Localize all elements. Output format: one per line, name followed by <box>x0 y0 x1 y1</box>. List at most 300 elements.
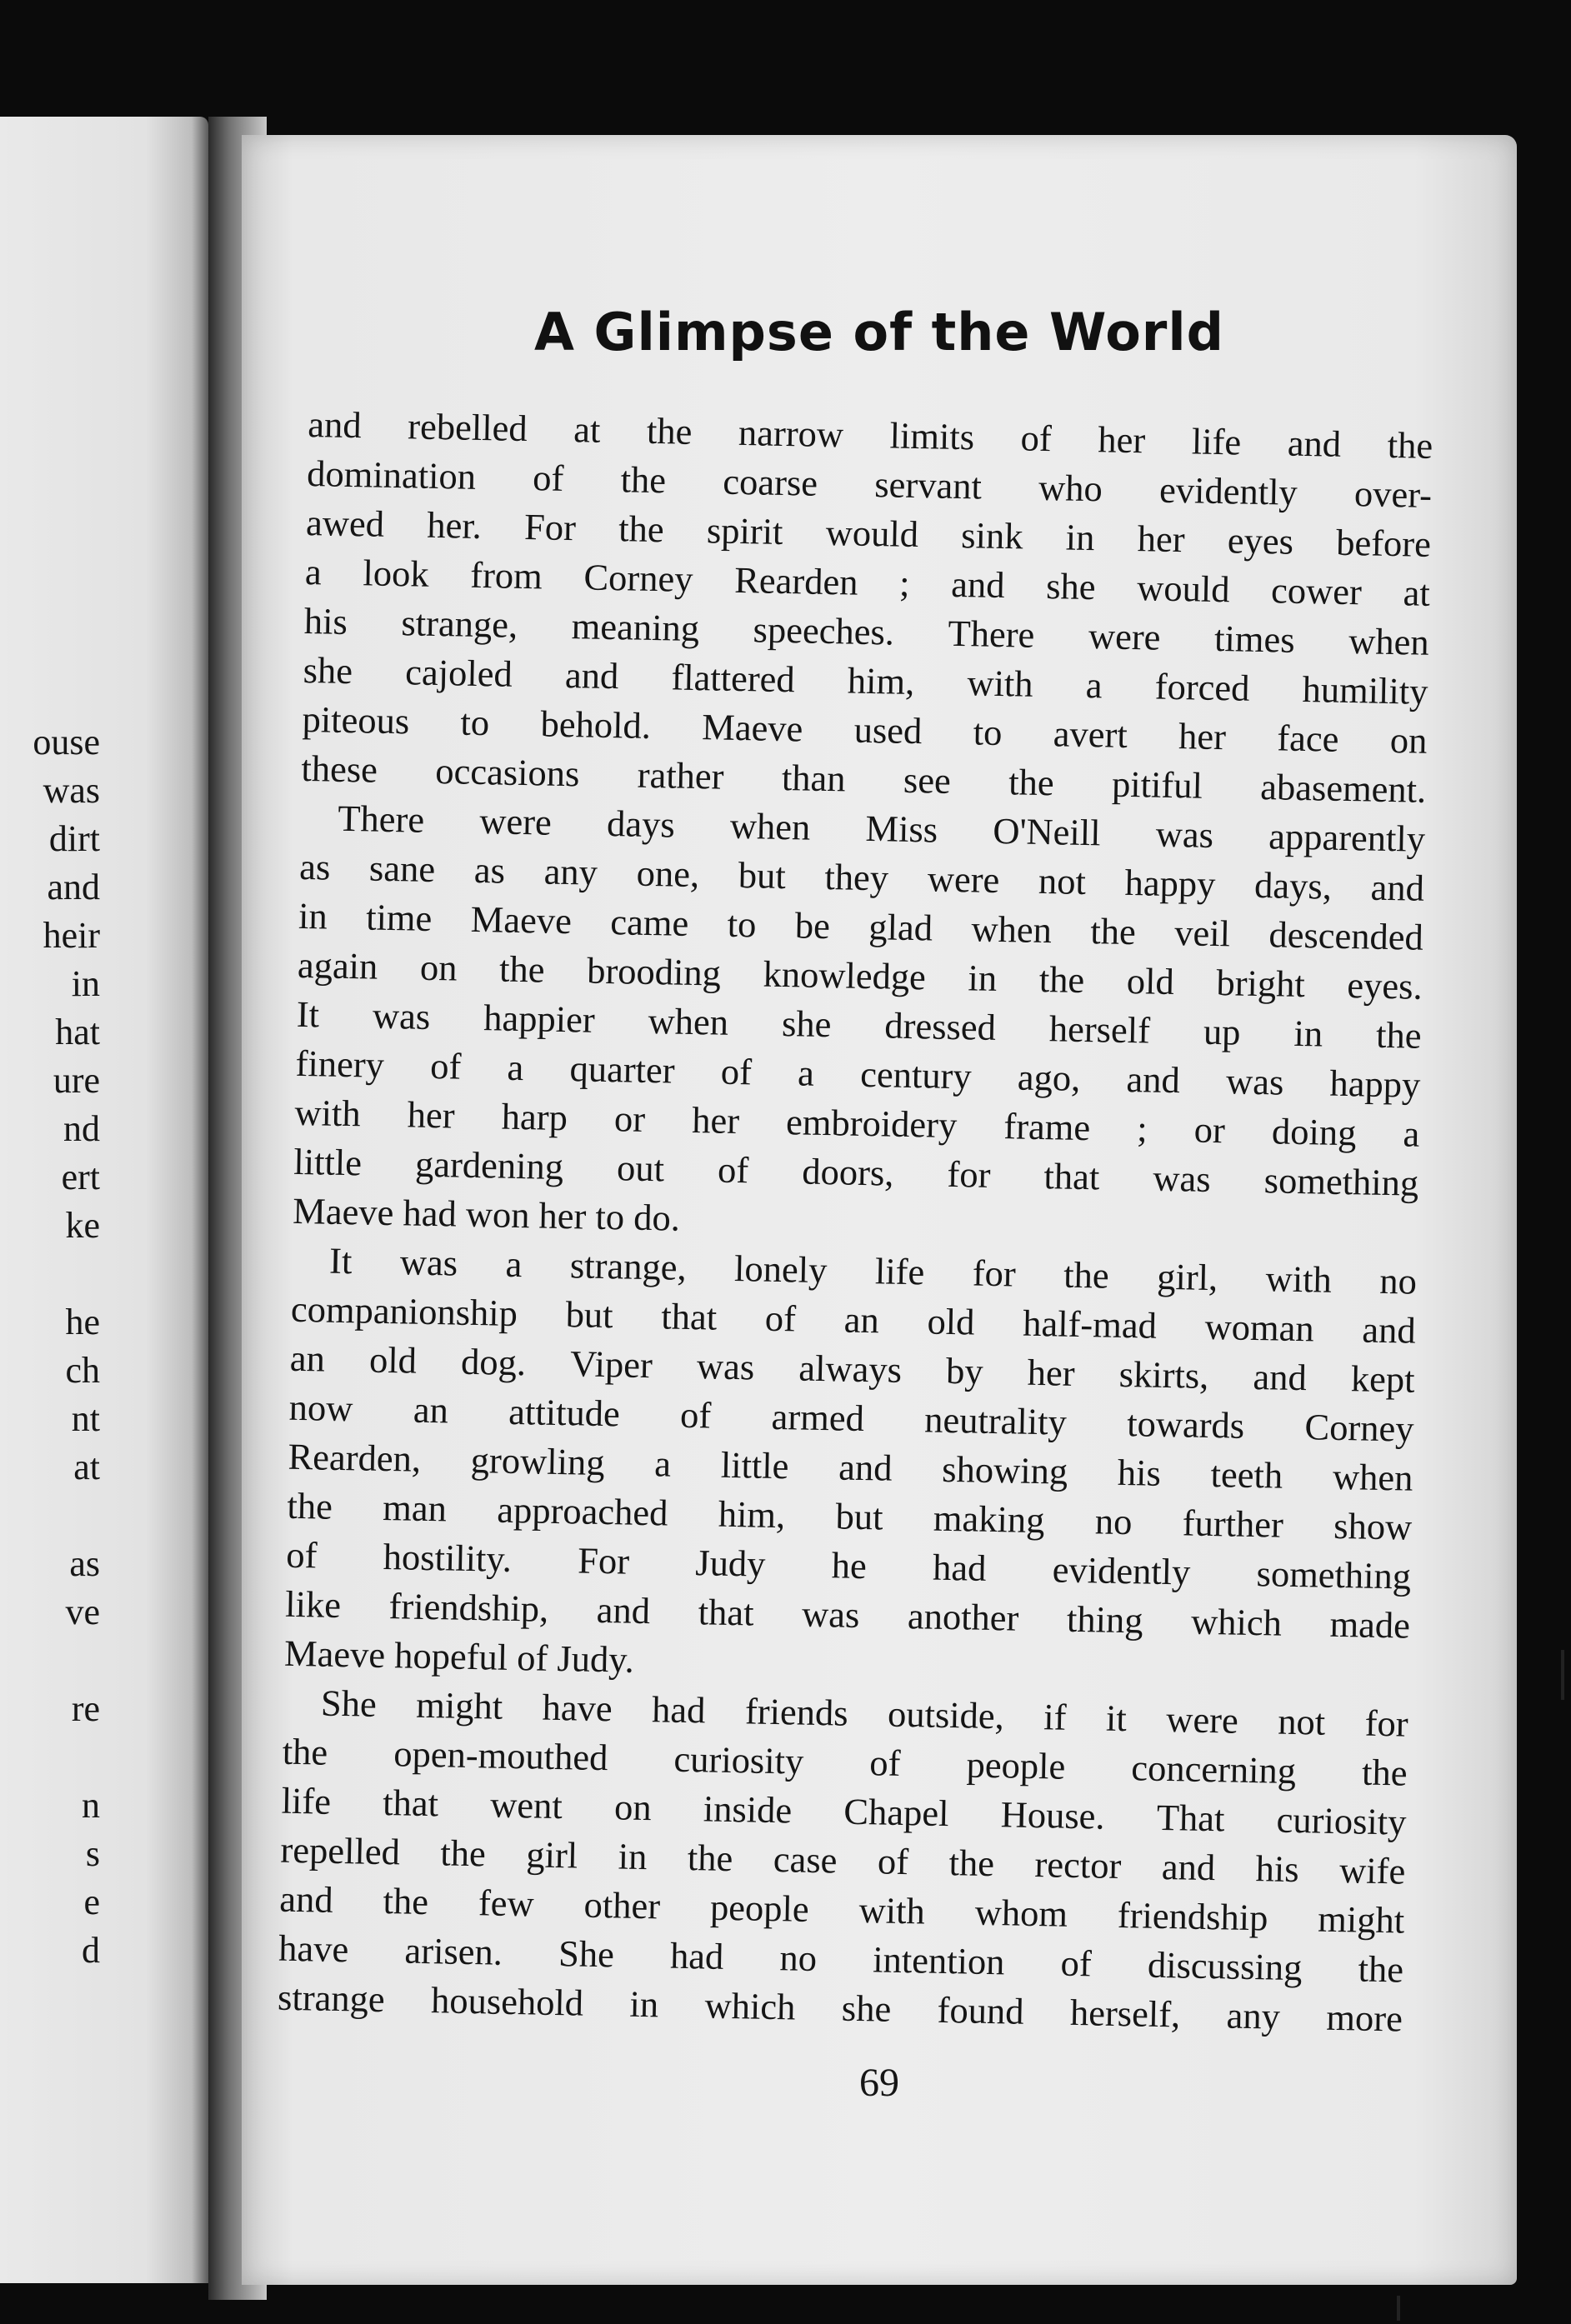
left-page-fragment: and <box>47 867 100 907</box>
word: a <box>507 1046 524 1089</box>
word: was <box>696 1345 755 1388</box>
word: was <box>801 1592 860 1636</box>
word: girl, <box>1156 1255 1218 1299</box>
word: happier <box>483 997 596 1041</box>
word: House. <box>1000 1793 1106 1837</box>
left-page-fragment: dirt <box>48 818 100 859</box>
word: of <box>868 1742 901 1784</box>
word: cajoled <box>404 651 513 695</box>
word: humility <box>1302 667 1428 712</box>
word: was <box>1225 1060 1284 1103</box>
left-page-fragment: in <box>71 963 100 1004</box>
word: arisen. <box>404 1929 503 1973</box>
word: but <box>835 1495 883 1538</box>
word: days <box>606 802 676 846</box>
word: the <box>1375 1013 1422 1057</box>
word: Chapel <box>843 1790 949 1835</box>
word: neutrality <box>923 1398 1068 1443</box>
word: with <box>1265 1257 1333 1301</box>
word: that <box>382 1782 439 1825</box>
word: meaning <box>571 605 700 650</box>
word: came <box>609 901 689 944</box>
word: dog. <box>460 1340 527 1384</box>
word: an <box>289 1337 326 1380</box>
word: that <box>1043 1155 1100 1198</box>
word: old <box>368 1338 418 1382</box>
word: hostility. <box>383 1535 513 1580</box>
word: the <box>687 1837 733 1880</box>
word: friendship, <box>388 1585 549 1630</box>
word: not <box>1038 859 1087 903</box>
word: happy <box>1124 861 1216 905</box>
word: man <box>382 1486 448 1530</box>
word: one, <box>636 852 700 896</box>
word: which <box>704 1984 796 2028</box>
word: kept <box>1350 1357 1416 1401</box>
left-page-fragment: at <box>73 1447 100 1487</box>
word: Miss <box>865 807 938 851</box>
word: than <box>781 756 847 800</box>
word: were <box>1165 1698 1239 1742</box>
word: servant <box>873 463 983 507</box>
word: her <box>691 1098 740 1142</box>
word: found <box>937 1988 1025 2032</box>
word: spirit <box>706 509 783 552</box>
word: discussing <box>1147 1943 1303 1989</box>
word: curiosity <box>673 1737 804 1782</box>
word: She <box>558 1932 615 1976</box>
word: piteous <box>302 697 410 742</box>
word: sane <box>368 847 436 891</box>
word: her <box>1027 1351 1076 1394</box>
word: any <box>1226 1994 1281 2037</box>
word: in <box>629 1982 659 2026</box>
word: old <box>1126 959 1175 1003</box>
left-page-fragment: ure <box>53 1060 100 1101</box>
scan-edge-mark <box>1561 1650 1564 1700</box>
word: her <box>1137 517 1186 561</box>
word: ; <box>898 562 911 604</box>
word: face <box>1276 717 1339 760</box>
left-page-fragment: ouse <box>33 722 100 762</box>
word: as <box>473 848 506 892</box>
word: For <box>577 1539 630 1582</box>
word: She <box>320 1682 378 1725</box>
word: was <box>372 994 431 1037</box>
word: of <box>679 1393 712 1437</box>
word: his <box>1117 1451 1162 1494</box>
word: were <box>478 800 553 843</box>
word: girl <box>525 1833 578 1877</box>
word: for <box>947 1152 991 1196</box>
running-head: A Glimpse of the World <box>533 302 1225 362</box>
word: of <box>429 1044 462 1087</box>
left-page-fragment: nd <box>63 1108 100 1149</box>
left-page-fragment <box>0 1733 100 1782</box>
word: descended <box>1268 913 1424 958</box>
word: no <box>1378 1259 1418 1302</box>
word: old <box>927 1300 975 1343</box>
word: dressed <box>883 1004 997 1048</box>
word: evidently <box>1052 1548 1191 1593</box>
word: for <box>972 1252 1017 1295</box>
left-page-fragment: heir <box>43 915 100 956</box>
word: for <box>1364 1702 1409 1745</box>
word: at <box>573 408 601 451</box>
word: whom <box>974 1891 1068 1935</box>
word: had <box>669 1934 724 1977</box>
text-line: Maeve hopeful of Judy. <box>283 1632 635 1681</box>
page-number: 69 <box>859 2061 899 2105</box>
word: eyes. <box>1346 964 1423 1007</box>
word: eyes <box>1227 519 1294 562</box>
left-page-fragment <box>0 1492 100 1540</box>
word: an <box>413 1388 449 1432</box>
word: when <box>648 999 729 1043</box>
word: strange, <box>401 602 518 646</box>
word: made <box>1329 1602 1411 1647</box>
word: Corney <box>1304 1406 1415 1450</box>
word: the <box>1089 910 1137 953</box>
word: harp <box>501 1095 568 1139</box>
word: repelled <box>280 1828 401 1873</box>
word: doing <box>1271 1110 1357 1154</box>
word: woman <box>1204 1305 1315 1350</box>
left-page-fragment: e <box>83 1882 100 1922</box>
word: and <box>564 653 619 697</box>
word: a <box>797 1052 815 1094</box>
word: That <box>1156 1796 1225 1840</box>
left-page-fragment <box>0 1250 100 1298</box>
left-page-fragment <box>0 1637 100 1685</box>
word: always <box>798 1347 903 1391</box>
word: have <box>278 1927 349 1971</box>
word: strange, <box>569 1244 688 1288</box>
word: when <box>729 804 811 848</box>
left-page-fragment: ch <box>65 1350 100 1391</box>
word: showing <box>941 1447 1068 1492</box>
word: look <box>363 552 430 595</box>
word: of <box>285 1533 318 1577</box>
word: when <box>1348 620 1430 663</box>
word: her. <box>426 503 483 547</box>
word: not <box>1277 1700 1326 1743</box>
word: in <box>1293 1012 1323 1055</box>
word: people <box>709 1886 810 1930</box>
word: like <box>284 1582 342 1627</box>
left-page-fragment: re <box>71 1688 100 1729</box>
word: narrow <box>738 411 844 456</box>
right-page <box>242 135 1517 2285</box>
word: evidently <box>1158 468 1298 513</box>
word: rector <box>1034 1843 1122 1887</box>
word: days, <box>1253 863 1333 907</box>
word: strange <box>277 1976 386 2021</box>
word: gardening <box>414 1142 564 1188</box>
word: but <box>738 854 787 897</box>
left-page-fragment: ert <box>61 1157 100 1197</box>
word: at <box>1403 572 1431 614</box>
word: with <box>966 662 1034 705</box>
word: Maeve <box>470 897 573 942</box>
word: might <box>415 1683 503 1727</box>
word: the <box>287 1484 333 1527</box>
word: limits <box>889 414 975 458</box>
word: see <box>903 758 952 802</box>
word: ; <box>1136 1107 1148 1150</box>
word: brooding <box>586 949 722 994</box>
word: in <box>618 1835 648 1878</box>
word: and <box>278 1877 334 1921</box>
word: approached <box>496 1488 668 1534</box>
word: a <box>1403 1112 1420 1155</box>
word: attitude <box>508 1390 621 1435</box>
word: she <box>303 648 353 692</box>
word: she <box>781 1002 832 1046</box>
word: and <box>1370 866 1425 909</box>
word: the <box>1063 1253 1110 1297</box>
left-page-text-fragments <box>0 718 100 1975</box>
left-page-fragment: ve <box>65 1592 100 1632</box>
word: no <box>1094 1500 1133 1543</box>
word: these <box>301 747 378 791</box>
word: was <box>1155 812 1214 856</box>
word: companionship <box>290 1287 518 1335</box>
left-page-fragment: ke <box>65 1205 100 1246</box>
word: to <box>973 711 1003 754</box>
word: the <box>383 1880 429 1923</box>
word: on <box>419 946 458 989</box>
word: towards <box>1126 1402 1245 1447</box>
word: case <box>773 1838 838 1882</box>
word: rather <box>637 753 725 797</box>
word: his <box>1255 1847 1300 1891</box>
word: again <box>297 943 378 987</box>
word: over- <box>1353 472 1433 516</box>
word: frame <box>1003 1105 1091 1149</box>
word: she <box>1045 565 1097 608</box>
word: making <box>933 1497 1045 1542</box>
word: occasions <box>434 750 580 795</box>
word: the <box>439 1832 487 1875</box>
word: the <box>498 947 546 991</box>
word: and <box>950 562 1006 607</box>
left-page-fragment: he <box>65 1302 100 1342</box>
word: life <box>281 1779 332 1822</box>
word: her <box>407 1093 456 1137</box>
word: would <box>825 511 919 556</box>
word: sink <box>960 514 1023 557</box>
word: and <box>596 1588 651 1632</box>
word: finery <box>295 1042 385 1086</box>
word: who <box>1038 466 1103 510</box>
word: teeth <box>1210 1453 1283 1497</box>
word: and <box>1361 1308 1417 1352</box>
word: of <box>720 1050 753 1093</box>
word: of <box>877 1840 909 1883</box>
word: veil <box>1173 912 1231 955</box>
word: further <box>1182 1502 1284 1546</box>
word: knowledge <box>763 952 927 998</box>
word: lonely <box>733 1247 828 1292</box>
word: a <box>304 550 323 593</box>
word: cower <box>1270 569 1363 613</box>
word: she <box>841 1987 892 2030</box>
word: in <box>968 957 998 999</box>
word: little <box>720 1443 789 1487</box>
word: herself, <box>1069 1991 1181 2036</box>
word: before <box>1335 521 1432 565</box>
word: and <box>1126 1057 1181 1102</box>
word: coarse <box>722 460 818 504</box>
word: her <box>1097 418 1146 462</box>
word: outside, <box>887 1692 1005 1737</box>
word: when <box>1332 1455 1413 1499</box>
word: of <box>1020 417 1053 460</box>
word: went <box>489 1783 563 1827</box>
word: her <box>1178 715 1227 758</box>
word: open-mouthed <box>393 1732 608 1779</box>
word: It <box>328 1239 353 1282</box>
word: time <box>365 896 433 939</box>
word: show <box>1333 1504 1413 1548</box>
word: ago, <box>1017 1056 1081 1099</box>
word: now <box>288 1386 353 1430</box>
word: flattered <box>670 656 796 701</box>
word: the <box>646 409 693 452</box>
word: the <box>1387 423 1433 467</box>
left-page-fragment: d <box>82 1930 100 1971</box>
word: speeches. <box>753 608 895 653</box>
word: doors, <box>801 1150 894 1194</box>
word: the <box>1361 1751 1408 1794</box>
word: were <box>927 857 1000 902</box>
word: that <box>660 1295 718 1338</box>
word: his <box>303 599 348 642</box>
word: any <box>543 850 598 893</box>
word: armed <box>771 1395 865 1440</box>
left-page-fragment: as <box>69 1543 100 1584</box>
word: behold. <box>540 702 652 747</box>
word: friendship <box>1117 1893 1268 1939</box>
word: Judy <box>694 1542 766 1585</box>
word: happy <box>1329 1062 1421 1106</box>
word: might <box>1317 1897 1405 1942</box>
word: For <box>523 506 577 549</box>
word: forced <box>1154 665 1250 709</box>
word: up <box>1203 1010 1241 1053</box>
word: with <box>294 1091 362 1135</box>
word: would <box>1136 567 1230 611</box>
word: other <box>583 1883 661 1927</box>
left-page-fragment: nt <box>71 1398 100 1439</box>
word: herself <box>1048 1007 1151 1052</box>
word: There <box>948 612 1035 656</box>
word: the <box>618 507 665 551</box>
word: of <box>717 1148 749 1192</box>
word: Maeve <box>701 706 803 750</box>
word: the <box>948 1842 995 1885</box>
word: was <box>1152 1157 1212 1200</box>
word: have <box>542 1686 613 1730</box>
word: in <box>1065 516 1095 559</box>
word: to <box>460 701 490 744</box>
word: bright <box>1216 962 1306 1006</box>
word: the <box>1008 761 1055 804</box>
word: of <box>1060 1942 1093 1985</box>
word: the <box>282 1730 328 1773</box>
word: on <box>1389 718 1428 762</box>
word: life <box>874 1250 925 1293</box>
word: used <box>853 708 923 752</box>
word: Rearden, <box>288 1435 422 1480</box>
word: life <box>1191 420 1242 463</box>
word: little <box>293 1140 363 1184</box>
word: household <box>430 1979 584 2024</box>
word: he <box>831 1544 868 1587</box>
word: no <box>779 1937 818 1980</box>
word: was <box>399 1241 458 1284</box>
text-line: Maeve had won her to do. <box>292 1189 681 1239</box>
word: something <box>1263 1159 1419 1204</box>
word: an <box>843 1298 880 1342</box>
word: O'Neill <box>992 809 1102 854</box>
word: people <box>966 1743 1066 1787</box>
word: inside <box>703 1787 793 1832</box>
word: abasement. <box>1259 766 1427 811</box>
word: in <box>298 894 328 937</box>
word: a <box>1085 663 1103 707</box>
word: avert <box>1053 712 1128 756</box>
word: the <box>1038 957 1085 1002</box>
word: quarter <box>569 1047 676 1092</box>
word: half-mad <box>1022 1302 1158 1347</box>
word: skirts, <box>1118 1352 1209 1397</box>
word: him, <box>847 659 915 703</box>
word: and <box>838 1446 893 1489</box>
word: as <box>298 845 331 888</box>
word: had <box>651 1688 706 1732</box>
word: were <box>1088 615 1161 658</box>
word: by <box>945 1349 984 1392</box>
word: a <box>505 1242 523 1286</box>
word: or <box>613 1097 646 1140</box>
word: but <box>565 1293 614 1337</box>
word: few <box>478 1882 535 1925</box>
word: a <box>653 1442 672 1485</box>
word: domination <box>306 452 477 497</box>
word: intention <box>872 1938 1005 1983</box>
word: and <box>307 402 363 447</box>
word: or <box>1193 1108 1226 1152</box>
word: growling <box>470 1438 605 1484</box>
word: Rearden <box>733 558 858 603</box>
word: it <box>1105 1697 1128 1740</box>
word: him, <box>718 1492 786 1537</box>
word: pitiful <box>1111 762 1203 807</box>
word: the <box>1358 1947 1404 1991</box>
word: thing <box>1066 1597 1144 1642</box>
word: more <box>1325 1996 1403 2040</box>
word: friends <box>744 1690 849 1734</box>
left-page-fragment: hat <box>55 1012 100 1052</box>
word: which <box>1190 1600 1283 1644</box>
word: that <box>698 1591 754 1634</box>
word: from <box>469 553 543 597</box>
word: be <box>794 904 831 947</box>
left-page-fragment: n <box>82 1785 100 1826</box>
word: of <box>764 1297 797 1340</box>
